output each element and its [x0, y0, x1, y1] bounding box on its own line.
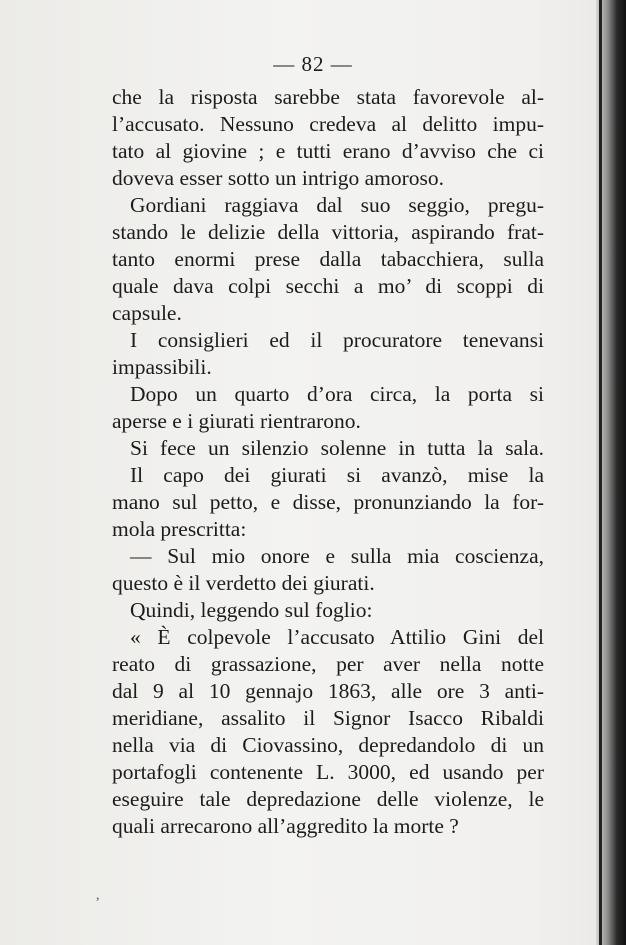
text-line: mola prescritta: — [112, 517, 247, 541]
text-line: I consiglieri ed il procuratore tenevansi — [130, 328, 544, 352]
text-line: Il capo dei giurati si avanzò, mise la — [130, 463, 544, 487]
text-line: Gordiani raggiava dal suo seggio, pregu- — [130, 193, 544, 217]
text-line: impassibili. — [112, 355, 212, 379]
text-line: l’accusato. Nessuno credeva al delitto impu- — [112, 112, 544, 136]
text-line: — Sul mio onore e sulla mia coscienza, — [130, 544, 544, 568]
text-line: « È colpevole l’accusato Attilio Gini del — [130, 625, 544, 649]
page-number: — 82 — — [273, 52, 353, 76]
text-line: mano sul petto, e disse, pronunziando la for- — [112, 490, 544, 514]
text-line: Si fece un silenzio solenne in tutta la sala. — [130, 436, 544, 460]
text-line: aperse e i giurati rientrarono. — [112, 409, 361, 433]
text-line: stando le delizie della vittoria, aspirando frat- — [112, 220, 544, 244]
text-line: capsule. — [112, 301, 182, 325]
text-line: reato di grassazione, per aver nella notte — [112, 652, 544, 676]
text-line: questo è il verdetto dei giurati. — [112, 571, 375, 595]
spine-edge — [599, 0, 602, 945]
text-line: dal 9 al 10 gennajo 1863, alle ore 3 anti- — [112, 679, 544, 703]
body-text — [112, 84, 544, 840]
text-line: tato al giovine ; e tutti erano d’avviso che ci — [112, 139, 544, 163]
text-line: nella via di Ciovassino, depredandolo di un — [112, 733, 544, 757]
text-line: portafogli contenente L. 3000, ed usando per — [112, 760, 544, 784]
text-line: tanto enormi prese dalla tabacchiera, sulla — [112, 247, 544, 271]
text-line: meridiane, assalito il Signor Isacco Ribaldi — [112, 706, 544, 730]
text-line: quali arrecarono all’aggredito la morte ? — [112, 814, 459, 838]
stray-mark: , — [96, 888, 100, 903]
text-line: Quindi, leggendo sul foglio: — [130, 598, 373, 622]
text-line: doveva esser sotto un intrigo amoroso. — [112, 166, 445, 190]
text-line: eseguire tale depredazione delle violenze, le — [112, 787, 544, 811]
text-line: che la risposta sarebbe stata favorevole al- — [112, 85, 544, 109]
text-line: quale dava colpi secchi a mo’ di scoppi di — [112, 274, 544, 298]
text-line: Dopo un quarto d’ora circa, la porta si — [130, 382, 544, 406]
